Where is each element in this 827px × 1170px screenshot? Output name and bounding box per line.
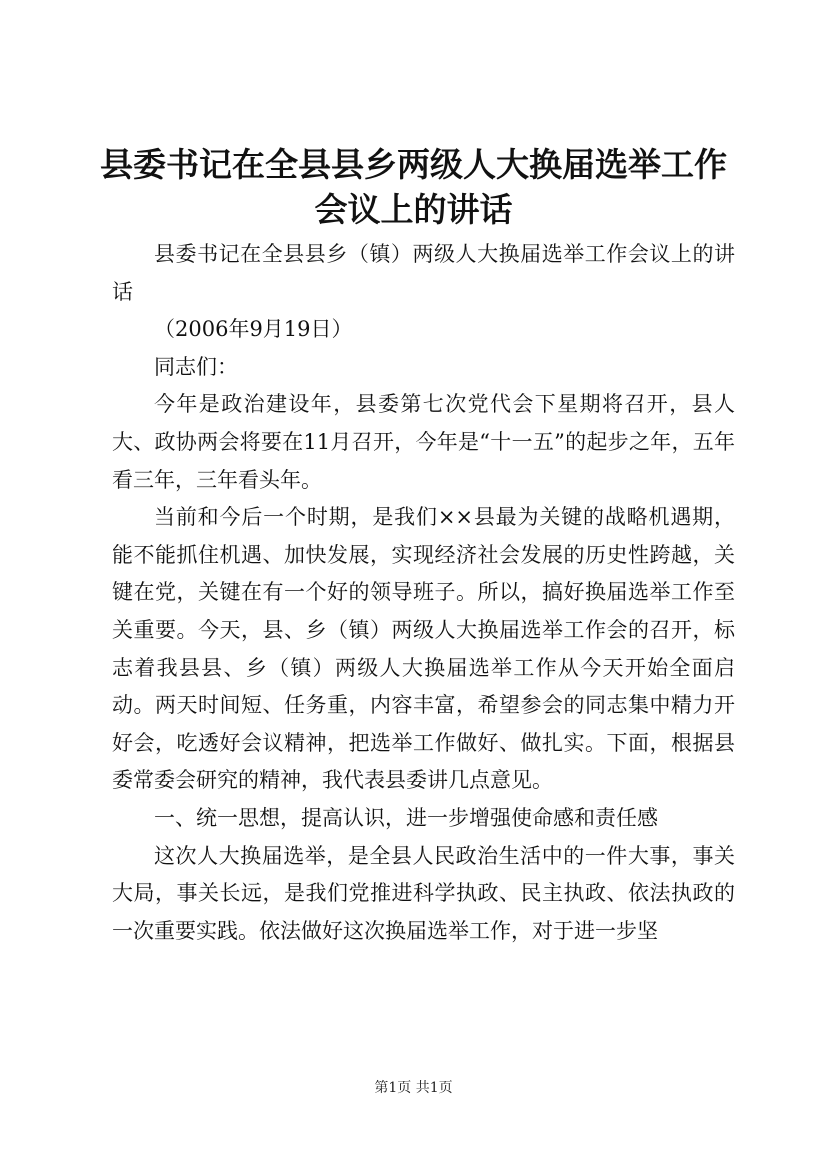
salutation-paragraph: 同志们：	[154, 354, 238, 379]
body-paragraph: 这次人大换届选举，是全县人民政治生活中的一件大事，事关大局，事关长远，是我们党推进科学执政、民主执政、依法执政的一次重要实践。依法做好这次换届选举工作，对于进一步坚	[112, 843, 735, 943]
document-body	[112, 236, 735, 950]
body-paragraph: 当前和今后一个时期，是我们××县最为关键的战略机遇期，能不能抓住机遇、加快发展，实现经济社会发展的历史性跨越，关键在党，关键在有一个好的领导班子。所以，搞好换届选举工作至关重要。今天，县、乡（镇）两级人大换届选举工作会的召开，标志着我县县、乡（镇）两级人大换届选举工作从今天开始全面启动。两天时间短、任务重，内容丰富，希望参会的同志集中精力开好会，吃透好会议精神，把选举工作做好、做扎实。下面，根据县委常委会研究的精神，我代表县委讲几点意见。	[112, 505, 735, 793]
body-paragraph: 今年是政治建设年，县委第七次党代会下星期将召开，县人大、政协两会将要在11月召开，今年是“十一五”的起步之年，五年看三年，三年看头年。	[112, 392, 735, 492]
subtitle-paragraph: 县委书记在全县县乡（镇）两级人大换届选举工作会议上的讲话	[112, 242, 735, 304]
page-footer: 第1页 共1页	[374, 1080, 453, 1096]
section-heading: 一、统一思想，提高认识，进一步增强使命感和责任感	[154, 805, 658, 830]
date-paragraph: （2006年9月19日）	[154, 317, 353, 342]
document-title: 县委书记在全县县乡两级人大换届选举工作会议上的讲话	[100, 145, 727, 229]
